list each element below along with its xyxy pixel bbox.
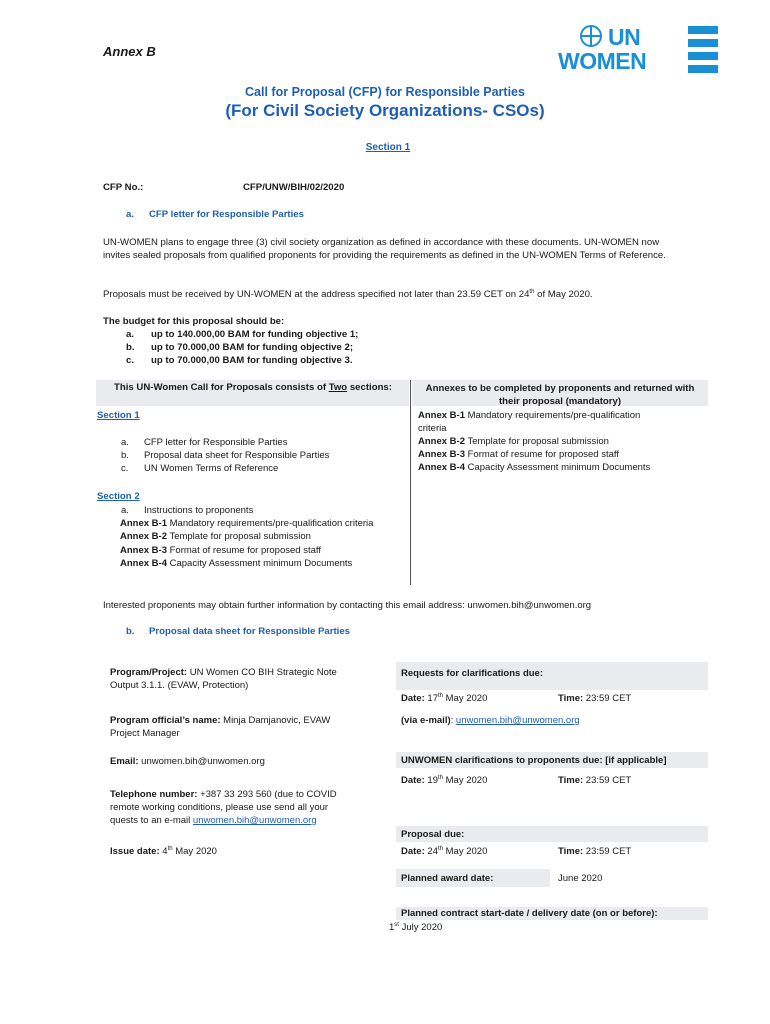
page-title: Call for Proposal (CFP) for Responsible Parties: [245, 85, 525, 99]
phone-label: Telephone number:: [110, 789, 198, 800]
email-value: unwomen.bih@unwomen.org: [138, 756, 265, 767]
right-annex-4-text: Capacity Assessment minimum Documents: [467, 462, 651, 473]
s2-item-a: Instructions to proponents: [144, 505, 254, 516]
s2-annex-1-text: Mandatory requirements/pre-qualification criteria: [169, 518, 374, 529]
budget-letter-c: c.: [126, 355, 135, 366]
budget-letter-a: a.: [126, 329, 135, 340]
prop-date-before: 24: [424, 846, 438, 857]
s1-item-b: Proposal data sheet for Responsible Parties: [144, 450, 330, 461]
deadline-text-end: of May 2020.: [534, 289, 593, 300]
s2-annex-1-label: Annex B-1: [120, 518, 167, 529]
s1-item-c: UN Women Terms of Reference: [144, 463, 279, 474]
sections-table-right-header: Annexes to be completed by proponents and returned with their proposal (mandatory): [425, 383, 695, 407]
logo-bars-icon: [688, 26, 718, 72]
phone-value-2: remote working conditions, please use send all your: [110, 802, 329, 813]
clar-time-value: 23:59 CET: [583, 693, 632, 704]
section-b-letter: b.: [126, 626, 135, 637]
via-colon: :: [450, 715, 456, 726]
clar-date: [401, 692, 487, 705]
contract-sup: st: [394, 921, 399, 928]
prop-date-after: May 2020: [443, 846, 488, 857]
program-value: UN Women CO BIH Strategic Note: [187, 667, 337, 678]
award-value: June 2020: [558, 873, 603, 884]
unw-date-label: Date:: [401, 775, 425, 786]
program-email: [110, 755, 265, 768]
right-annex-1-text: Mandatory requirements/pre-qualification: [467, 410, 641, 421]
budget-letter-b: b.: [126, 342, 135, 353]
table-section-2-link[interactable]: Section 2: [97, 491, 140, 502]
s2-annex-3-text: Format of resume for proposed staff: [169, 545, 321, 556]
unw-date-after: May 2020: [443, 775, 488, 786]
table-section-1-link[interactable]: Section 1: [97, 410, 140, 421]
proposal-header: Proposal due:: [401, 829, 465, 840]
budget-item-b: up to 70.000,00 BAM for funding objective 2;: [151, 342, 354, 353]
s2-annex-4-label: Annex B-4: [120, 558, 167, 569]
unw-time-value: 23:59 CET: [583, 775, 632, 786]
right-annex-1-label: Annex B-1: [418, 410, 465, 421]
right-annex-1-cont: criteria: [418, 423, 447, 434]
prop-date-sup: th: [437, 845, 443, 852]
un-globe-icon: [580, 25, 602, 47]
budget-item-c: up to 70.000,00 BAM for funding objective 3.: [151, 355, 353, 366]
phone-value-3: quests to an e-mail: [110, 815, 193, 826]
s1-item-letter-a: a.: [121, 437, 129, 448]
award-label: Planned award date:: [401, 873, 494, 884]
right-annex-2: [418, 435, 609, 448]
logo-line1: UN: [608, 24, 641, 50]
clar-header: Requests for clarifications due:: [401, 668, 544, 679]
contact-line: Interested proponents may obtain further information by contacting this email address: unwomen.bih@unwomen.org: [103, 600, 592, 611]
right-annex-1: [418, 409, 640, 422]
unw-date-sup: th: [437, 774, 443, 781]
clar-date-sup: th: [437, 692, 443, 699]
right-annex-2-text: Template for proposal submission: [467, 436, 609, 447]
right-annex-3: [418, 448, 619, 461]
s1-item-a: CFP letter for Responsible Parties: [144, 437, 288, 448]
sections-table-left-header: [97, 382, 409, 393]
budget-item-a: up to 140.000,00 BAM for funding objective 1;: [151, 329, 359, 340]
phone-email-link[interactable]: unwomen.bih@unwomen.org: [192, 815, 317, 826]
official-value-2: Project Manager: [110, 728, 180, 739]
issue-after: May 2020: [172, 846, 217, 857]
right-annex-4-label: Annex B-4: [418, 462, 465, 473]
prop-time-label: Time:: [558, 846, 584, 857]
clar-date-after: May 2020: [443, 693, 488, 704]
phone-value: +387 33 293 560 (due to COVID: [197, 789, 337, 800]
contract-date: [389, 921, 442, 934]
annex-label: Annex B: [103, 44, 156, 59]
deadline-sup: th: [529, 288, 535, 295]
s2-annex-4: [120, 557, 352, 570]
intro-paragraph: UN-WOMEN plans to engage three (3) civil society organization as defined in accordance with these documents. UN-WOMEN now invites sealed proposals from qualified proponents for providing the requirements as defined in the UN-WOMEN Terms of Reference.: [103, 237, 666, 261]
section-a-heading: CFP letter for Responsible Parties: [149, 209, 304, 220]
unw-time: [558, 774, 631, 787]
program-value-2: Output 3.1.1. (EVAW, Protection): [110, 680, 249, 691]
issue-sup: th: [167, 845, 173, 852]
right-annex-4: [418, 461, 650, 474]
page-subtitle: (For Civil Society Organizations- CSOs): [225, 101, 545, 120]
unw-date: [401, 774, 487, 787]
cfp-label: CFP No.:: [103, 182, 144, 193]
issue-before: 4: [159, 846, 168, 857]
official-label: Program official’s name:: [110, 715, 221, 726]
program-label: Program/Project:: [110, 667, 188, 678]
program-official: [110, 714, 390, 740]
s2-annex-2-text: Template for proposal submission: [169, 531, 311, 542]
left-header-text-end: sections:: [347, 382, 392, 393]
telephone-number: [110, 788, 380, 827]
right-annex-3-text: Format of resume for proposed staff: [467, 449, 619, 460]
via-label: (via e-mail): [401, 715, 451, 726]
contract-after: July 2020: [398, 922, 443, 933]
s2-annex-2: [120, 530, 311, 543]
prop-time: [558, 845, 631, 858]
clar-time: [558, 692, 631, 705]
s2-annex-4-text: Capacity Assessment minimum Documents: [169, 558, 353, 569]
s1-item-letter-b: b.: [121, 450, 129, 461]
cfp-number: CFP/UNW/BIH/02/2020: [243, 182, 345, 193]
un-women-logo: [558, 22, 728, 76]
logo-line2: WOMEN: [558, 48, 647, 74]
unw-date-before: 19: [424, 775, 438, 786]
unw-time-label: Time:: [558, 775, 584, 786]
prop-date-label: Date:: [401, 846, 425, 857]
left-header-text: This UN-Women Call for Proposals consists of: [114, 382, 329, 393]
clar-date-label: Date:: [401, 693, 425, 704]
sections-table-divider: [410, 380, 411, 585]
left-header-underline: Two: [328, 382, 348, 393]
s2-item-letter-a: a.: [121, 505, 129, 516]
clar-time-label: Time:: [558, 693, 584, 704]
program-project: [110, 666, 390, 692]
via-email-link[interactable]: unwomen.bih@unwomen.org: [455, 715, 580, 726]
prop-time-value: 23:59 CET: [583, 846, 632, 857]
s2-annex-2-label: Annex B-2: [120, 531, 167, 542]
issue-date: [110, 845, 217, 858]
prop-date: [401, 845, 487, 858]
section-a-letter: a.: [126, 209, 135, 220]
s1-item-letter-c: c.: [121, 463, 129, 474]
contract-before: 1: [389, 922, 395, 933]
official-value: Minja Damjanovic, EVAW: [220, 715, 331, 726]
right-annex-3-label: Annex B-3: [418, 449, 465, 460]
clar-date-before: 17: [424, 693, 438, 704]
issue-label: Issue date:: [110, 846, 160, 857]
section-1-link[interactable]: Section 1: [365, 142, 411, 153]
budget-heading: The budget for this proposal should be:: [103, 316, 285, 327]
deadline-text: Proposals must be received by UN-WOMEN at the address specified not later than 23.59 CET on 24: [103, 289, 530, 300]
unw-header: UNWOMEN clarifications to proponents due: [if applicable]: [401, 755, 667, 766]
right-annex-2-label: Annex B-2: [418, 436, 465, 447]
deadline-paragraph: [103, 288, 683, 301]
s2-annex-3: [120, 544, 321, 557]
s2-annex-3-label: Annex B-3: [120, 545, 167, 556]
section-b-heading: Proposal data sheet for Responsible Parties: [149, 626, 350, 637]
contract-label: Planned contract start-date / delivery date (on or before):: [401, 908, 658, 919]
s2-annex-1: [120, 517, 373, 530]
via-email: [401, 714, 580, 727]
email-label: Email:: [110, 756, 139, 767]
